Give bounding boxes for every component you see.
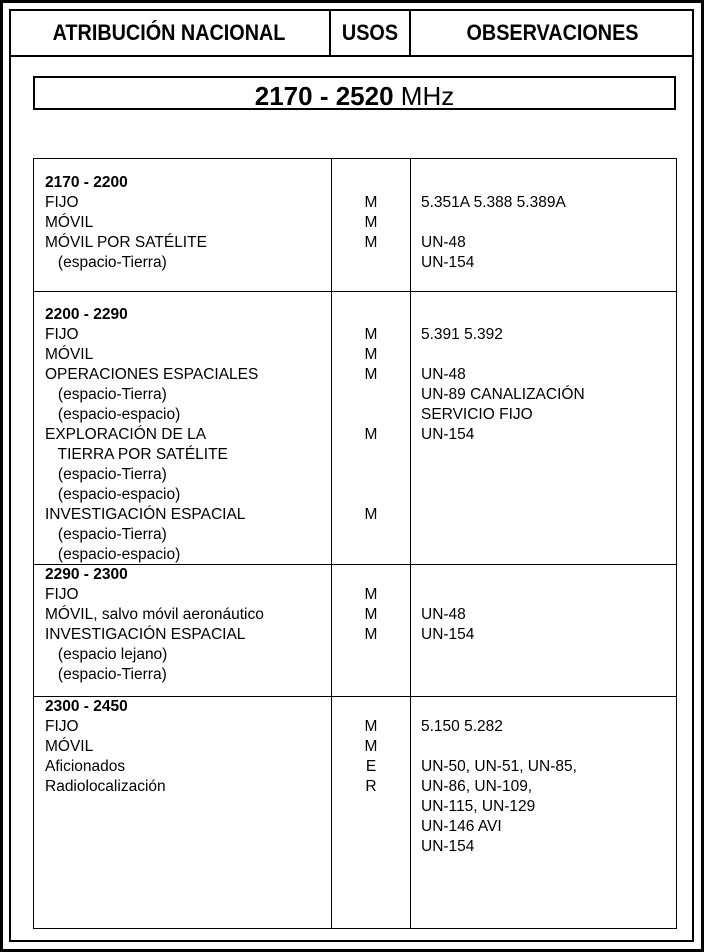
- service-line: (espacio-Tierra): [45, 466, 167, 483]
- uso-code: M: [364, 326, 378, 343]
- uso-code: M: [364, 738, 378, 755]
- band-range: 2170 - 2520: [254, 81, 394, 111]
- service-line: (espacio-Tierra): [45, 254, 167, 271]
- service-line: FIJO: [45, 586, 79, 603]
- observation-line: UN-154: [421, 838, 475, 855]
- column-divider: [410, 159, 411, 928]
- band-label: 2170 - 2200: [45, 174, 128, 191]
- uso-code: M: [364, 586, 378, 603]
- service-line: (espacio-espacio): [45, 406, 181, 423]
- service-line: INVESTIGACIÓN ESPACIAL: [45, 506, 246, 523]
- observation-line: UN-154: [421, 254, 475, 271]
- service-line: MÓVIL: [45, 346, 94, 363]
- observation-line: UN-86, UN-109,: [421, 778, 533, 795]
- uso-code: M: [364, 346, 378, 363]
- uso-code: M: [364, 606, 378, 623]
- service-line: MÓVIL POR SATÉLITE: [45, 234, 207, 251]
- service-line: MÓVIL: [45, 738, 94, 755]
- service-line: TIERRA POR SATÉLITE: [45, 446, 228, 463]
- service-line: (espacio-Tierra): [45, 386, 167, 403]
- service-line: (espacio lejano): [45, 646, 168, 663]
- observation-line: UN-154: [421, 626, 475, 643]
- service-line: MÓVIL: [45, 214, 94, 231]
- header-observaciones: OBSERVACIONES: [466, 20, 639, 45]
- row-divider: [34, 696, 676, 697]
- service-line: (espacio-Tierra): [45, 526, 167, 543]
- uso-code: M: [364, 194, 378, 211]
- band-label: 2200 - 2290: [45, 306, 128, 323]
- service-line: (espacio-espacio): [45, 486, 181, 503]
- uso-code: M: [364, 426, 378, 443]
- observation-line: UN-146 AVI: [421, 818, 502, 835]
- header-divider: [329, 9, 331, 55]
- header-atribucion: ATRIBUCIÓN NACIONAL: [52, 20, 286, 45]
- band-unit: MHz: [400, 81, 455, 111]
- service-line: FIJO: [45, 718, 79, 735]
- service-line: Radiolocalización: [45, 778, 166, 795]
- observation-line: SERVICIO FIJO: [421, 406, 533, 423]
- service-line: OPERACIONES ESPACIALES: [45, 366, 259, 383]
- service-line: FIJO: [45, 194, 79, 211]
- observation-line: UN-115, UN-129: [421, 798, 536, 815]
- uso-code: M: [364, 214, 378, 231]
- header-usos: USOS: [341, 20, 399, 45]
- observation-line: UN-48: [421, 234, 466, 251]
- observation-line: UN-154: [421, 426, 475, 443]
- observation-line: UN-89 CANALIZACIÓN: [421, 386, 585, 403]
- band-label: 2300 - 2450: [45, 698, 128, 715]
- observation-line: 5.391 5.392: [421, 326, 503, 343]
- observation-line: UN-48: [421, 366, 466, 383]
- uso-code: M: [364, 366, 378, 383]
- band-range-title: [33, 76, 676, 110]
- uso-code: M: [364, 506, 378, 523]
- service-line: (espacio-Tierra): [45, 666, 167, 683]
- observation-line: UN-48: [421, 606, 466, 623]
- band-label: 2290 - 2300: [45, 566, 128, 583]
- column-divider: [331, 159, 332, 928]
- service-line: INVESTIGACIÓN ESPACIAL: [45, 626, 246, 643]
- uso-code: E: [365, 758, 377, 775]
- observation-line: UN-50, UN-51, UN-85,: [421, 758, 577, 775]
- uso-code: M: [364, 234, 378, 251]
- service-line: EXPLORACIÓN DE LA: [45, 426, 207, 443]
- uso-code: M: [364, 718, 378, 735]
- row-divider: [34, 291, 676, 292]
- allocation-table: [33, 158, 677, 929]
- uso-code: M: [364, 626, 378, 643]
- service-line: Aficionados: [45, 758, 126, 775]
- observation-line: 5.351A 5.388 5.389A: [421, 194, 566, 211]
- service-line: (espacio-espacio): [45, 546, 181, 563]
- service-line: MÓVIL, salvo móvil aeronáutico: [45, 606, 264, 623]
- uso-code: R: [365, 778, 377, 795]
- table-header: [9, 9, 694, 57]
- observation-line: 5.150 5.282: [421, 718, 503, 735]
- header-divider: [409, 9, 411, 55]
- service-line: FIJO: [45, 326, 79, 343]
